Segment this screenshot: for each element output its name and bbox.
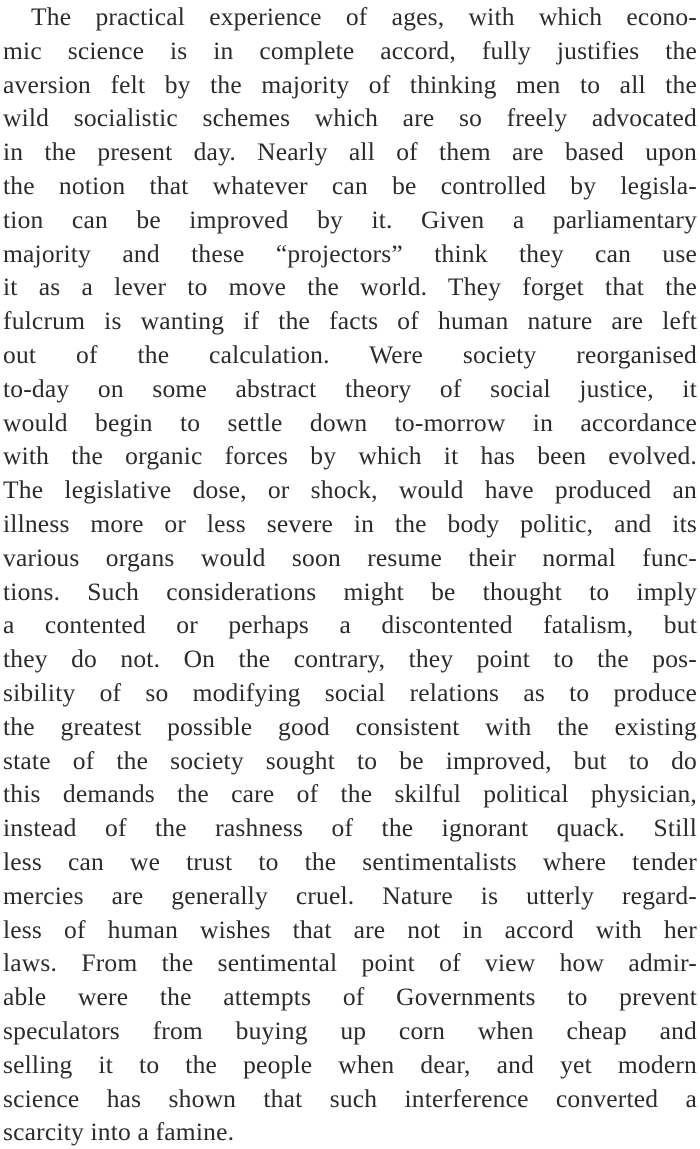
text-line: in the present day. Nearly all of them are based upon [3, 137, 697, 167]
text-line: it as a lever to move the world. They forget that the [3, 272, 697, 302]
text-line: they do not. On the contrary, they point to the pos- [3, 644, 697, 674]
text-line: the greatest possible good consistent with the existing [3, 711, 697, 741]
text-line: to-day on some abstract theory of social justice, it [3, 373, 697, 403]
text-line: aversion felt by the majority of thinking men to all the [3, 69, 697, 99]
text-line: this demands the care of the skilful political physician, [3, 779, 697, 809]
text-line: mercies are generally cruel. Nature is utterly regard- [3, 880, 697, 910]
text-line: tions. Such considerations might be thought to imply [3, 576, 697, 606]
text-line: would begin to settle down to-morrow in accordance [3, 407, 697, 437]
text-line: the notion that whatever can be controlled by legisla- [3, 170, 697, 200]
body-paragraph [3, 0, 697, 1149]
text-line: less can we trust to the sentimentalists where tender [3, 846, 697, 876]
text-line: majority and these “projectors” think they can use [3, 238, 697, 268]
text-line: less of human wishes that are not in accord with her [3, 914, 697, 944]
text-line: out of the calculation. Were society reorganised [3, 339, 697, 369]
text-line: sibility of so modifying social relations as to produce [3, 677, 697, 707]
text-line: illness more or less severe in the body politic, and its [3, 508, 697, 538]
text-line: tion can be improved by it. Given a parliamentary [3, 204, 697, 234]
text-line: a contented or perhaps a discontented fatalism, but [3, 610, 697, 640]
text-line: with the organic forces by which it has been evolved. [3, 441, 697, 471]
text-line: scarcity into a famine. [3, 1117, 235, 1147]
text-line: various organs would soon resume their normal func- [3, 542, 697, 572]
text-line: selling it to the people when dear, and yet modern [3, 1049, 697, 1079]
text-line: able were the attempts of Governments to prevent [3, 982, 697, 1012]
text-line: speculators from buying up corn when cheap and [3, 1015, 697, 1045]
text-line: instead of the rashness of the ignorant quack. Still [3, 813, 697, 843]
text-line: laws. From the sentimental point of view how admir- [3, 948, 697, 978]
text-line: science has shown that such interference converted a [3, 1083, 697, 1113]
text-line: The legislative dose, or shock, would have produced an [3, 475, 697, 505]
text-line: The practical experience of ages, with which econo- [31, 2, 697, 31]
text-line: mic science is in complete accord, fully justifies the [3, 35, 697, 65]
text-line: wild socialistic schemes which are so freely advocated [3, 103, 697, 133]
text-line: state of the society sought to be improved, but to do [3, 745, 697, 775]
text-line: fulcrum is wanting if the facts of human nature are left [3, 306, 697, 336]
